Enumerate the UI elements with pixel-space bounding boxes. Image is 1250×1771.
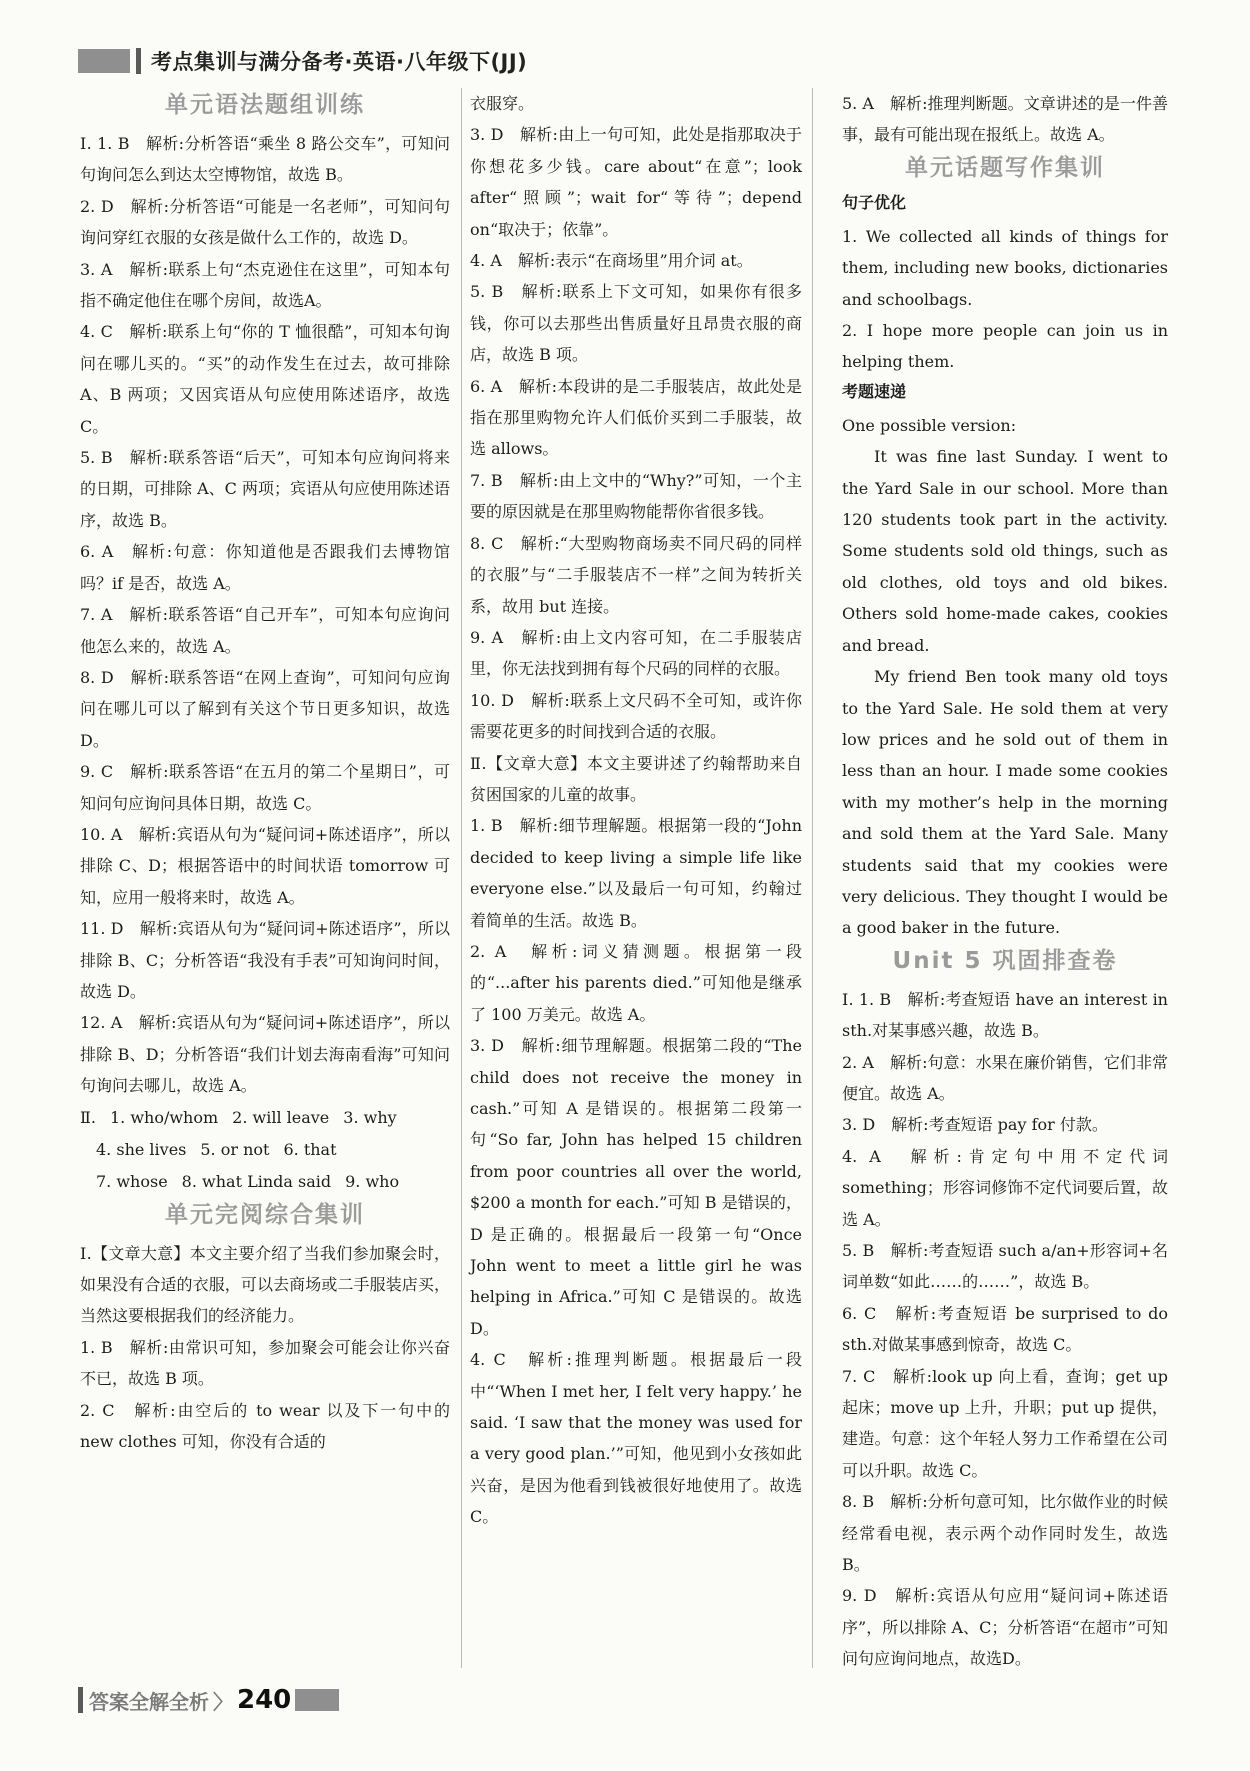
- footer-decoration-bar: [295, 1689, 339, 1711]
- answer-item: 3. D 解析:考查短语 pay for 付款。: [842, 1115, 1108, 1135]
- section-title-writing: 单元话题写作集训: [905, 154, 1105, 181]
- answer-item: 7. C 解析:look up 向上看，查询；get up 起床；move up 上升，升职；put up 提供，建造。句意：这个年轻人努力工作希望在公司可以升职。故选 C。: [842, 1366, 1168, 1480]
- sample-essay: [842, 441, 1168, 944]
- answer-item: Ⅰ. 1. B 解析:分析答语“乘坐 8 路公交车”，可知问句询问怎么到达太空博物馆，故选 B。: [80, 134, 450, 185]
- answer-item: 4. C 解析:联系上句“你的 T 恤很酷”，可知本句询问在哪儿买的。“买”的动作发生在过去，故可排除 A、B 两项；又因宾语从句应使用陈述语序，故选C。: [80, 322, 450, 436]
- subtitle-sentence-optimization: 句子优化: [842, 192, 907, 212]
- grammar-answers: [80, 128, 450, 1102]
- section-title-grammar: 单元语法题组训练: [165, 92, 365, 118]
- reading-answers: [470, 88, 802, 1533]
- answer-item: 5. A 解析:推理判断题。文章讲述的是一件善事，最有可能出现在报纸上。故选 A。: [842, 94, 1168, 145]
- header-title: 考点集训与满分备考·英语·八年级下(JJ): [151, 50, 528, 74]
- column-2: [470, 88, 802, 1648]
- cloze-answers: [80, 1238, 450, 1458]
- answer-item: 8. D 解析:联系答语“在网上查询”，可知问句应询问在哪儿可以了解到有关这个节日更多知识，故选 D。: [80, 667, 450, 750]
- answer-item: 9. A 解析:由上文内容可知，在二手服装店里，你无法找到拥有每个尺码的同样的衣服。: [470, 627, 802, 679]
- fill-answers: Ⅱ. 1. who/whom 2. will leave 3. why 4. she lives 5. or not 6. that 7. whose 8. what Linda said 9. who: [80, 1107, 400, 1191]
- column-3: [842, 88, 1168, 1669]
- answer-item: 衣服穿。: [470, 94, 535, 113]
- answer-item: 8. B 解析:分析句意可知，比尔做作业的时候经常看电视，表示两个动作同时发生，故选 B。: [842, 1492, 1168, 1575]
- essay-paragraph: My friend Ben took many old toys to the Yard Sale. He sold them at very low prices and he sold out of them in less than an hour. I made some cookies with my mother’s help in the morning and sold them at the Yard Sale. Many students said that my cookies were very delicious. They thought I would be a good baker in the future.: [842, 667, 1168, 938]
- answer-item: 2. C 解析:由空后的 to wear 以及下一句中的 new clothes 可知，你没有合适的: [80, 1400, 450, 1452]
- answer-item: 4. A 解析:肯定句中用不定代词 something；形容词修饰不定代词要后置，故选 A。: [842, 1146, 1168, 1229]
- answer-item: 2. D 解析:分析答语“可能是一名老师”，可知问句询问穿红衣服的女孩是做什么工作的，故选 D。: [80, 196, 450, 248]
- header-decoration-bar: [78, 49, 130, 73]
- column-divider: [812, 88, 813, 1668]
- answer-item: 2. A 解析:句意：水果在廉价销售，它们非常便宜。故选 A。: [842, 1052, 1168, 1103]
- footer-label: 答案全解全析: [89, 1689, 209, 1714]
- header-decoration-tick: [136, 48, 141, 74]
- optimized-sentence: 1. We collected all kinds of things for them, including new books, dictionaries and schoolbags.: [842, 226, 1168, 309]
- page-header: [78, 44, 1188, 78]
- answer-item: 9. C 解析:联系答语“在五月的第二个星期日”，可知问句应询问具体日期，故选 C。: [80, 762, 450, 813]
- answer-item: 4. C 解析:推理判断题。根据最后一段中“‘When I met her, I felt very happy.’ he said. ‘I saw that the money was used for a very good plan.’”可知，他见到小女孩如此兴奋，是因为他看到钱被很好地使用了。故选 C。: [470, 1350, 802, 1527]
- page-footer: [78, 1683, 339, 1717]
- answer-item: 12. A 解析:宾语从句为“疑问词+陈述语序”，所以排除 B、D；分析答语“我们计划去海南看海”可知问句询问去哪儿，故选 A。: [80, 1013, 450, 1096]
- reading-answers-cont: [842, 88, 1168, 151]
- answer-item: 6. C 解析:考查短语 be surprised to do sth.对做某事感到惊奇，故选 C。: [842, 1303, 1168, 1355]
- answer-item: Ⅰ.【文章大意】本文主要介绍了当我们参加聚会时，如果没有合适的衣服，可以去商场或二手服装店买，当然这要根据我们的经济能力。: [80, 1243, 450, 1326]
- footer-decoration-tick: [78, 1687, 83, 1713]
- answer-item: 5. B 解析:联系上下文可知，如果你有很多钱，你可以去那些出售质量好且昂贵衣服的商店，故选 B 项。: [470, 282, 802, 365]
- answer-item: 3. D 解析:细节理解题。根据第二段的“The child does not receive the money in cash.”可知 A 是错误的。根据第二段第一句“So far, John has helped 15 children from poor countries all over the world, $200 a month for each.”可知 B 是错误的，D 是正确的。根据最后一段第一句“Once John went to meet a little girl he was helping in Africa.”可知 C 是错误的。故选 D。: [470, 1036, 802, 1338]
- answer-item: 11. D 解析:宾语从句为“疑问词+陈述语序”，所以排除 B、C；分析答语“我没有手表”可知询问时间，故选 D。: [80, 919, 450, 1001]
- answer-item: 3. A 解析:联系上句“杰克逊住在这里”，可知本句指不确定他住在哪个房间，故选A。: [80, 259, 450, 311]
- answer-item: 2. A 解析:词义猜测题。根据第一段的“...after his parents died.”可知他是继承了 100 万美元。故选 A。: [470, 941, 802, 1024]
- footer-arrow-icon: 〉: [213, 1689, 233, 1714]
- answer-item: 9. D 解析:宾语从句应用“疑问词+陈述语序”，所以排除 A、C；分析答语“在超市”可知问句应询问地点，故选D。: [842, 1586, 1168, 1669]
- column-1: [80, 88, 450, 1648]
- version-label: One possible version:: [842, 415, 1017, 435]
- answer-item: 7. B 解析:由上文中的“Why?”可知，一个主要的原因就是在那里购物能帮你省很多钱。: [470, 470, 802, 522]
- answer-item: 1. B 解析:细节理解题。根据第一段的“John decided to keep living a simple life like everyone else.”以及最后一句可知，约翰过着简单的生活。故选 B。: [470, 816, 802, 930]
- answer-item: 4. A 解析:表示“在商场里”用介词 at。: [470, 251, 753, 271]
- answer-item: 1. B 解析:由常识可知，参加聚会可能会让你兴奋不已，故选 B 项。: [80, 1337, 450, 1389]
- answer-item: 3. D 解析:由上一句可知，此处是指那取决于你想花多少钱。care about“在意”；look after“照顾”；wait for“等待”；depend on“取决于；依靠”。: [470, 125, 802, 239]
- answer-item: Ⅱ.【文章大意】本文主要讲述了约翰帮助来自贫困国家的儿童的故事。: [470, 753, 802, 804]
- subtitle-exam-task: 考题速递: [842, 381, 907, 401]
- unit5-answers: [842, 984, 1168, 1675]
- optimized-sentences: [842, 221, 1168, 378]
- optimized-sentence: 2. I hope more people can join us in helping them.: [842, 321, 1168, 372]
- section-title-unit5: Unit 5 巩固排查卷: [892, 947, 1118, 974]
- answer-item: 6. A 解析:句意：你知道他是否跟我们去博物馆吗？if 是否，故选 A。: [80, 542, 450, 593]
- answer-item: 8. C 解析:“大型购物商场卖不同尺码的同样的衣服”与“二手服装店不一样”之间为转折关系，故用 but 连接。: [470, 533, 802, 616]
- answer-item: 6. A 解析:本段讲的是二手服装店，故此处是指在那里购物允许人们低价买到二手服装，故选 allows。: [470, 376, 802, 459]
- section-title-cloze: 单元完阅综合集训: [165, 1201, 365, 1228]
- answer-item: 10. D 解析:联系上文尺码不全可知，或许你需要花更多的时间找到合适的衣服。: [470, 690, 802, 742]
- column-divider: [461, 88, 462, 1668]
- answer-item: 7. A 解析:联系答语“自己开车”，可知本句应询问他怎么来的，故选 A。: [80, 605, 450, 656]
- answer-item: 5. B 解析:考查短语 such a/an+形容词+名词单数“如此……的……”，故选 B。: [842, 1241, 1168, 1292]
- answer-item: Ⅰ. 1. B 解析:考查短语 have an interest in sth.对某事感兴趣，故选 B。: [842, 989, 1168, 1041]
- answer-item: 5. B 解析:联系答语“后天”，可知本句应询问将来的日期，可排除 A、C 两项；宾语从句应使用陈述语序，故选 B。: [80, 448, 450, 530]
- answer-item: 10. A 解析:宾语从句为“疑问词+陈述语序”，所以排除 C、D；根据答语中的时间状语 tomorrow 可知，应用一般将来时，故选 A。: [80, 824, 450, 907]
- essay-paragraph: It was fine last Sunday. I went to the Yard Sale in our school. More than 120 students took part in the activity. Some students sold old things, such as old clothes, old toys and old bikes. Others sold home-made cakes, cookies and bread.: [842, 447, 1168, 655]
- page-number: 240: [237, 1685, 292, 1715]
